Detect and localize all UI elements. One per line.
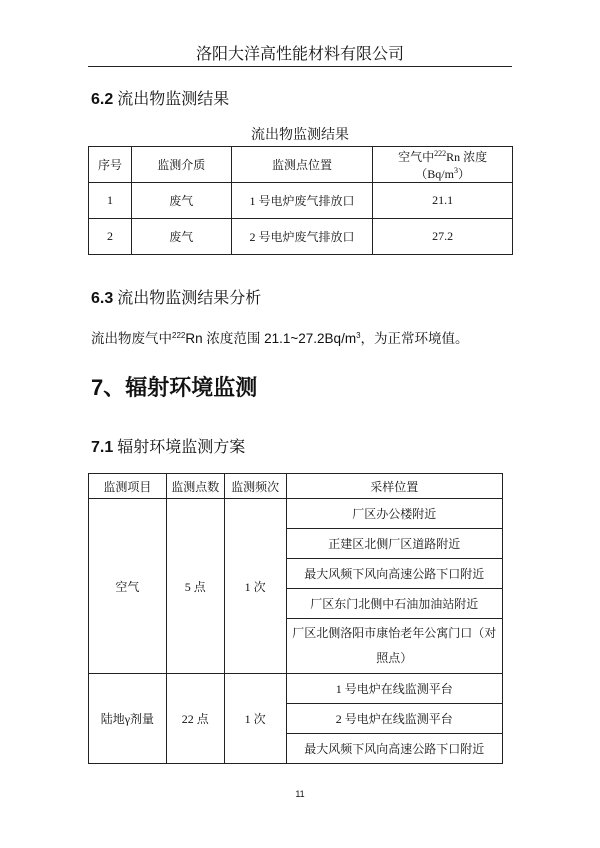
header-medium: 监测介质 — [131, 147, 231, 183]
section-6-3-heading — [91, 285, 261, 308]
section-7-heading: 7、辐射环境监测 — [91, 375, 258, 400]
header-concentration: 空气中$^{222}$Rn 浓度 $(Bq/m^3)$ — [373, 147, 513, 183]
cell-location: 2 号电炉废气排放口 — [231, 219, 373, 255]
section-7-1-heading — [91, 434, 245, 457]
section-title: 辐射环境监测方案 — [117, 439, 246, 456]
table-header-row — [89, 147, 513, 183]
section-number: 6.3 — [91, 290, 114, 307]
header-frequency: 监测频次 — [224, 474, 286, 499]
header-points: 监测点数 — [166, 474, 224, 499]
cell-index: 1 — [89, 183, 132, 219]
section-6-2-heading — [91, 86, 229, 109]
cell-location: 1 号电炉在线监测平台 — [286, 674, 502, 704]
cell-location: 最大风频下风向高速公路下口附近 — [286, 559, 502, 589]
cell-item-air: 空气 — [89, 499, 167, 674]
cell-location: 厂区东门北侧中石油加油站附近 — [286, 589, 502, 619]
header-item: 监测项目 — [89, 474, 167, 499]
cell-medium: 废气 — [131, 183, 231, 219]
page-number: 11 — [295, 789, 305, 799]
section-number: 7.1 — [91, 439, 114, 456]
cell-location: 1 号电炉废气排放口 — [231, 183, 373, 219]
effluent-results-table — [88, 146, 513, 255]
cell-value: 21.1 — [373, 183, 513, 219]
table-row — [89, 219, 513, 255]
table-row — [89, 499, 503, 529]
table1-caption: 流出物监测结果 — [251, 128, 349, 143]
table-row — [89, 183, 513, 219]
header-rule — [88, 66, 512, 67]
header-location: 监测点位置 — [231, 147, 373, 183]
table-row — [89, 674, 503, 704]
section-number: 6.2 — [91, 91, 114, 108]
cell-frequency-gamma: 1 次 — [224, 674, 286, 764]
section-title: 流出物监测结果 — [117, 91, 230, 108]
cell-medium: 废气 — [131, 219, 231, 255]
table-header-row — [89, 474, 503, 499]
cell-location: 厂区北侧洛阳市康怡老年公寓门口（对照点） — [286, 619, 502, 674]
cell-location: 2 号电炉在线监测平台 — [286, 704, 502, 734]
header-company-name: 洛阳大洋高性能材料有限公司 — [195, 46, 404, 63]
cell-frequency-air: 1 次 — [224, 499, 286, 674]
cell-points-gamma: 22 点 — [166, 674, 224, 764]
section-title: 流出物监测结果分析 — [117, 290, 262, 307]
cell-value: 27.2 — [373, 219, 513, 255]
cell-location: 最大风频下风向高速公路下口附近 — [286, 734, 502, 764]
cell-points-air: 5 点 — [166, 499, 224, 674]
cell-location: 厂区办公楼附近 — [286, 499, 502, 529]
monitoring-plan-table — [88, 473, 503, 764]
cell-index: 2 — [89, 219, 132, 255]
cell-location: 正建区北侧厂区道路附近 — [286, 529, 502, 559]
analysis-paragraph: 流出物废气中$^{222}$Rn 浓度范围 $21.1\sim 27.2Bq/m^3$，为正常环境值。 — [91, 331, 469, 346]
header-location: 采样位置 — [286, 474, 502, 499]
header-index: 序号 — [89, 147, 132, 183]
cell-item-gamma: 陆地γ剂量 — [89, 674, 167, 764]
